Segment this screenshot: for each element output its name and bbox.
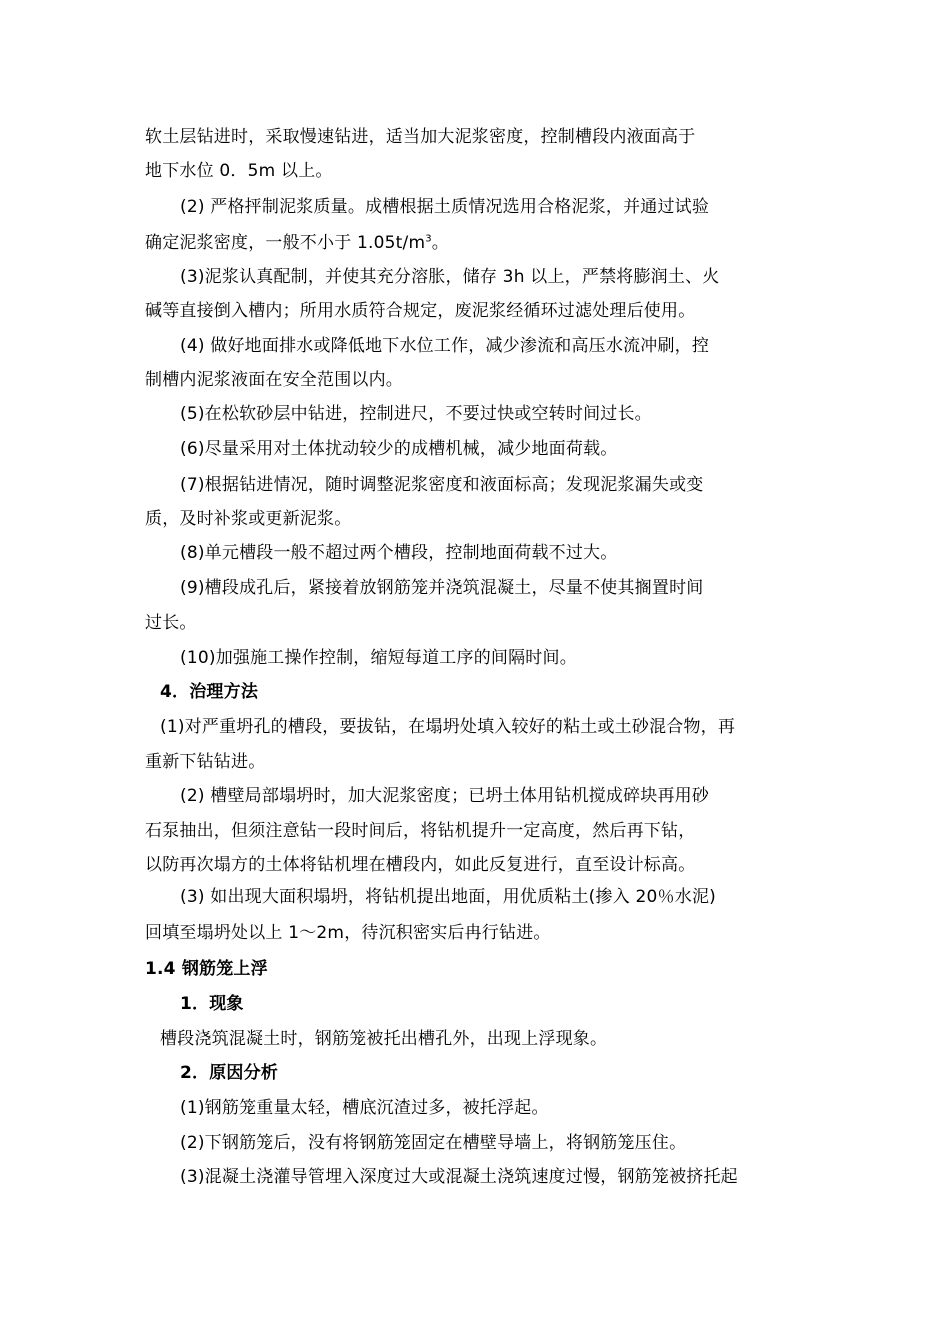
text-line: 回填至塌坍处以上 1～2m，待沉积密实后冉行钻进。 [145, 923, 551, 943]
chapter-heading: 1.4 钢筋笼上浮 [145, 959, 268, 979]
text-line: 石泵抽出，但须注意钻一段时间后，将钻机提升一定高度，然后再下钻， [145, 821, 696, 841]
text-line: 槽段浇筑混凝土时，钢筋笼被托出槽孔外，出现上浮现象。 [160, 1029, 608, 1049]
text-line: 软土层钻进时，采取慢速钻进，适当加大泥浆密度，控制槽段内液面高于 [145, 127, 696, 147]
text-line: 制槽内泥浆液面在安全范围以内。 [145, 370, 403, 390]
text-line: (10)加强施工操作控制，缩短每道工序的间隔时间。 [180, 648, 577, 668]
section-heading: 1．现象 [180, 994, 244, 1014]
text-line: (4) 做好地面排水或降低地下水位工作，减少渗流和高压水流冲刷，控 [180, 336, 710, 356]
text-line: (2)下钢筋笼后，没有将钢筋笼固定在槽壁导墙上，将钢筋笼压住。 [180, 1133, 687, 1153]
text-line: 碱等直接倒入槽内；所用水质符合规定，废泥浆经循环过滤处理后使用。 [145, 301, 696, 321]
text-line: (7)根据钻进情况，随时调整泥浆密度和液面标高；发现泥浆漏失或变 [180, 475, 704, 495]
section-heading: 2．原因分析 [180, 1063, 279, 1083]
text-line: 重新下钻钻进。 [145, 752, 266, 772]
text-line: (9)槽段成孔后，紧接着放钢筋笼并浇筑混凝土，尽量不使其搁置时间 [180, 578, 704, 598]
text-span: 。 [431, 233, 449, 253]
text-line [145, 232, 449, 254]
superscript: 3 [425, 233, 432, 245]
text-line: (3) 如出现大面积塌坍，将钻机提出地面，用优质粘土(掺入 20％水泥) [180, 887, 716, 907]
text-line: 地下水位 0．5m 以上。 [145, 161, 333, 181]
text-line: 以防再次塌方的土体将钻机埋在槽段内，如此反复进行，直至设计标高。 [145, 855, 696, 875]
text-span: 确定泥浆密度，一般不小于 1.05t/m [145, 233, 426, 253]
text-line: (5)在松软砂层中钻进，控制进尺，不要过快或空转时间过长。 [180, 404, 652, 424]
text-line: (8)单元槽段一般不超过两个槽段，控制地面荷载不过大。 [180, 543, 618, 563]
text-line: (6)尽量采用对土体扰动较少的成槽机械，减少地面荷载。 [180, 439, 618, 459]
text-line: (2) 严格抨制泥浆质量。成槽根据土质情况选用合格泥浆，并通过试验 [180, 197, 710, 217]
text-line: (1)钢筋笼重量太轻，槽底沉渣过多，被托浮起。 [180, 1098, 549, 1118]
section-heading: 4．治理方法 [160, 682, 259, 702]
text-line: (1)对严重坍孔的槽段，要拔钻，在塌坍处填入较好的粘土或土砂混合物，再 [160, 717, 736, 737]
text-line: (2) 槽壁局部塌坍时，加大泥浆密度；已坍土体用钻机搅成碎块再用砂 [180, 786, 710, 806]
text-line: (3)混凝土浇灌导管埋入深度过大或混凝土浇筑速度过慢，钢筋笼被挤托起 [180, 1167, 738, 1187]
text-line: 质，及时补浆或更新泥浆。 [145, 509, 352, 529]
text-line: (3)泥浆认真配制，并使其充分溶胀，储存 3h 以上，严禁将膨润土、火 [180, 267, 720, 287]
text-line: 过长。 [145, 613, 197, 633]
